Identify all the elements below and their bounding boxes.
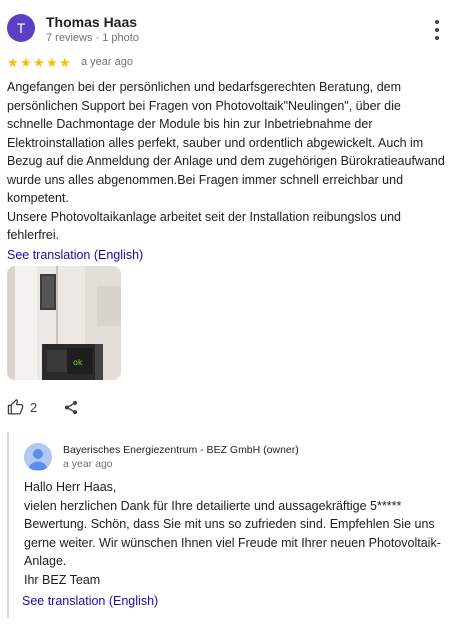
star-icon: ★ (33, 54, 45, 70)
svg-text:ok: ok (73, 358, 83, 367)
review-date: a year ago (81, 56, 133, 68)
see-translation-link[interactable]: See translation (English) (7, 248, 144, 262)
default-profile-icon (24, 443, 52, 471)
owner-reply-text (24, 478, 449, 589)
share-button[interactable] (63, 399, 79, 416)
like-count: 2 (30, 399, 38, 415)
review-photo-image (7, 266, 121, 380)
reply-line: Hallo Herr Haas, (24, 480, 117, 494)
thumb-up-icon (7, 399, 24, 416)
review-header (7, 12, 447, 48)
rating-row (7, 55, 133, 69)
share-icon (63, 399, 79, 416)
author-name[interactable]: Thomas Haas (46, 14, 138, 30)
author-meta: 7 reviews · 1 photo (46, 32, 139, 44)
star-rating (7, 56, 72, 69)
review-text (7, 78, 450, 245)
star-icon: ★ (46, 54, 58, 70)
review-paragraph: Unsere Photovoltaikanlage arbeitet seit der Installation reibungslos und fehlerfrei. (7, 209, 401, 242)
reply-line: Ihr BEZ Team (24, 572, 101, 587)
like-button[interactable] (7, 399, 37, 416)
owner-name: Bayerisches Energiezentrum - BEZ GmbH (owner) (63, 444, 299, 456)
more-vert-icon (435, 20, 439, 24)
star-icon: ★ (59, 54, 71, 70)
owner-avatar[interactable] (24, 443, 52, 471)
owner-see-translation-link[interactable]: See translation (English) (22, 594, 159, 608)
owner-reply-date: a year ago (63, 458, 113, 470)
review-actions (7, 396, 79, 418)
review-photo[interactable] (7, 266, 121, 380)
reply-line: vielen herzlichen Dank für Ihre detailierte und aussagekräftige 5***** Bewertung. Schön, dass Sie mit uns so zufrieden sind. Empfehlen Sie uns gerne weiter. Wir wünschen Ihnen viel Freude mit Ihrer neuen Photovoltaik-Anlage. (24, 498, 441, 568)
star-icon: ★ (20, 54, 32, 70)
star-icon: ★ (7, 54, 19, 70)
review-paragraph: Angefangen bei der persönlichen und bedarfsgerechten Beratung, dem persönlichen Support bei Fragen von Photovoltaik"Neulingen", über die schnelle Dachmontage der Module bis hin zur Inbetriebnahme der Elektroinstallation alles perfekt, sauber und ordentlich abgewickelt. Auch im Bezug auf die Anmeldung der Anlage und dem zugehörigen Bürokratieaufwand wurde uns alles abgenommen.Bei Fragen immer schnell erreichbar und kompetent. (7, 80, 445, 205)
more-options-button[interactable] (431, 20, 443, 40)
author-avatar[interactable]: T (7, 14, 35, 42)
owner-reply (7, 432, 451, 618)
